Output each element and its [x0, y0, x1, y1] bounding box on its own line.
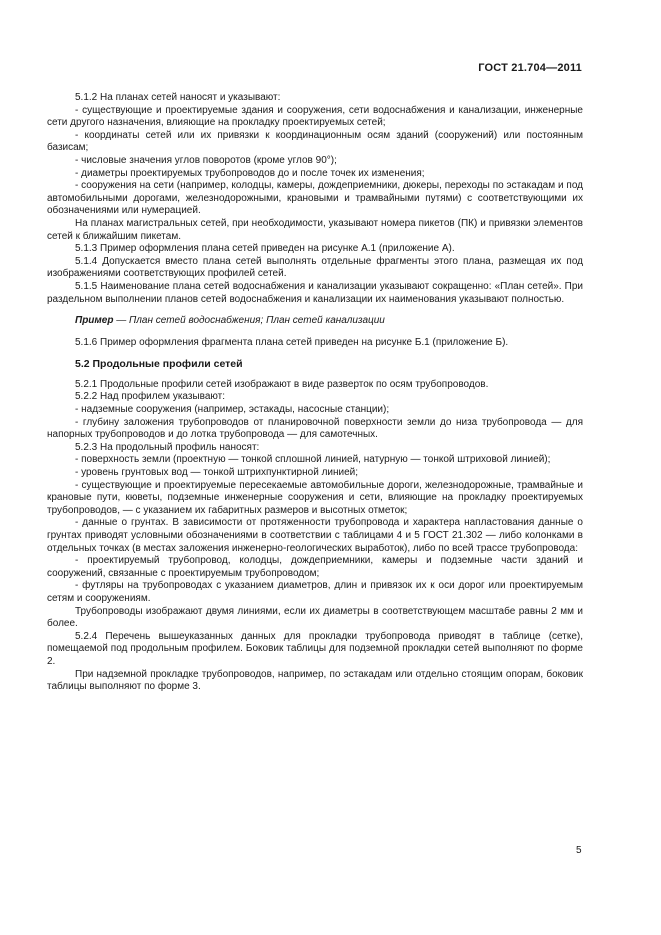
paragraph: Трубопроводы изображают двумя линиями, если их диаметры в соответствующем масштабе равны 2 мм и более.: [47, 605, 583, 630]
paragraph: При надземной прокладке трубопроводов, например, по эстакадам или отдельно стоящим опорам, боковик таблицы выполняют по форме 3.: [47, 668, 583, 693]
example-note: [47, 315, 583, 328]
list-item: - проектируемый трубопровод, колодцы, дождеприемники, камеры и подземные части зданий и сооружений, связанные с проектируемым трубопроводом;: [47, 555, 583, 579]
list-item: - сооружения на сети (например, колодцы, камеры, дождеприемники, дюкеры, переходы по эстакадам и под автомобильными дорогами, железнодорожными, крановыми и трамвайными путями) с соответствующими их обозначениями или нумерацией.: [47, 180, 583, 217]
list-item: - глубину заложения трубопроводов от планировочной поверхности земли до низа трубопровода — для напорных трубопроводов и до лотка трубопровода — для самотечных.: [47, 416, 583, 441]
list-item: - координаты сетей или их привязки к координационным осям зданий (сооружений) или постоянным базисам;: [47, 129, 583, 154]
list-item: - числовые значения углов поворотов (кроме углов 90°);: [75, 154, 337, 166]
example-label: Пример: [75, 315, 114, 327]
list-item: - существующие и проектируемые здания и сооружения, сети водоснабжения и канализации, инженерные сети другого назначения, влияющие на прокладку проектируемых сетей;: [47, 104, 583, 129]
paragraph-5-2-2: 5.2.2 Над профилем указывают:: [75, 391, 226, 403]
document-header: ГОСТ 21.704—2011: [478, 62, 582, 74]
paragraph-5-1-3: 5.1.3 Пример оформления плана сетей приведен на рисунке А.1 (приложение А).: [75, 243, 455, 255]
paragraph-5-1-4: 5.1.4 Допускается вместо плана сетей выполнять отдельные фрагменты этого плана, размещая их под изображениями соответствующих профилей сетей.: [47, 255, 583, 280]
list-item: - диаметры проектируемых трубопроводов до и после точек их изменения;: [75, 167, 425, 179]
paragraph-5-1-2: 5.1.2 На планах сетей наносят и указывают:: [75, 92, 281, 103]
section-heading: 5.2 Продольные профили сетей: [75, 358, 243, 371]
paragraph-5-2-1: 5.2.1 Продольные профили сетей изображают в виде разверток по осям трубопроводов.: [75, 378, 489, 390]
paragraph-5-2-3: 5.2.3 На продольный профиль наносят:: [75, 441, 260, 453]
list-item: - футляры на трубопроводах с указанием диаметров, длин и привязок их к оси дорог или проектируемым сетям и сооружениям.: [47, 580, 583, 604]
list-item: - уровень грунтовых вод — тонкой штрихпунктирной линией;: [75, 467, 359, 479]
example-text: — План сетей водоснабжения; План сетей канализации: [113, 315, 385, 327]
document-body: [47, 92, 583, 694]
list-item: - данные о грунтах. В зависимости от протяженности трубопровода и характера напластования данные о грунтах приводят условными обозначениями в соответствии с таблицами 4 и 5 ГОСТ 21.302 — либо колонками в отдельных точках (в местах заложения инженерно-геологических выработок), либо по всей трассе трубопровода:: [47, 517, 583, 554]
paragraph-5-1-5: 5.1.5 Наименование плана сетей водоснабжения и канализации указывают сокращенно: «План сетей». При раздельном выполнении планов сетей водоснабжения и канализации их наименования указывают полностью.: [47, 280, 583, 305]
paragraph-5-2-4: 5.2.4 Перечень вышеуказанных данных для прокладки трубопровода приводят в таблице (сетке), помещаемой под продольным профилем. Боковик таблицы для подземной прокладки сетей выполняют по форме 2.: [47, 630, 583, 667]
paragraph-5-1-6: 5.1.6 Пример оформления фрагмента плана сетей приведен на рисунке Б.1 (приложение Б).: [75, 336, 509, 348]
paragraph: На планах магистральных сетей, при необходимости, указывают номера пикетов (ПК) и привязки элементов сетей к ближайшим пикетам.: [47, 217, 583, 242]
list-item: - надземные сооружения (например, эстакады, насосные станции);: [75, 404, 390, 416]
list-item: - существующие и проектируемые пересекаемые автомобильные дороги, железнодорожные, трамвайные и крановые пути, кюветы, подземные инженерные сооружения и сети, влияющие на прокладку проектируемых трубопроводов, — с указанием их габаритных размеров и высотных отметок;: [47, 479, 583, 516]
page-number: 5: [576, 845, 582, 856]
list-item: - поверхность земли (проектную — тонкой сплошной линией, натурную — тонкой штриховой линией);: [75, 454, 551, 466]
